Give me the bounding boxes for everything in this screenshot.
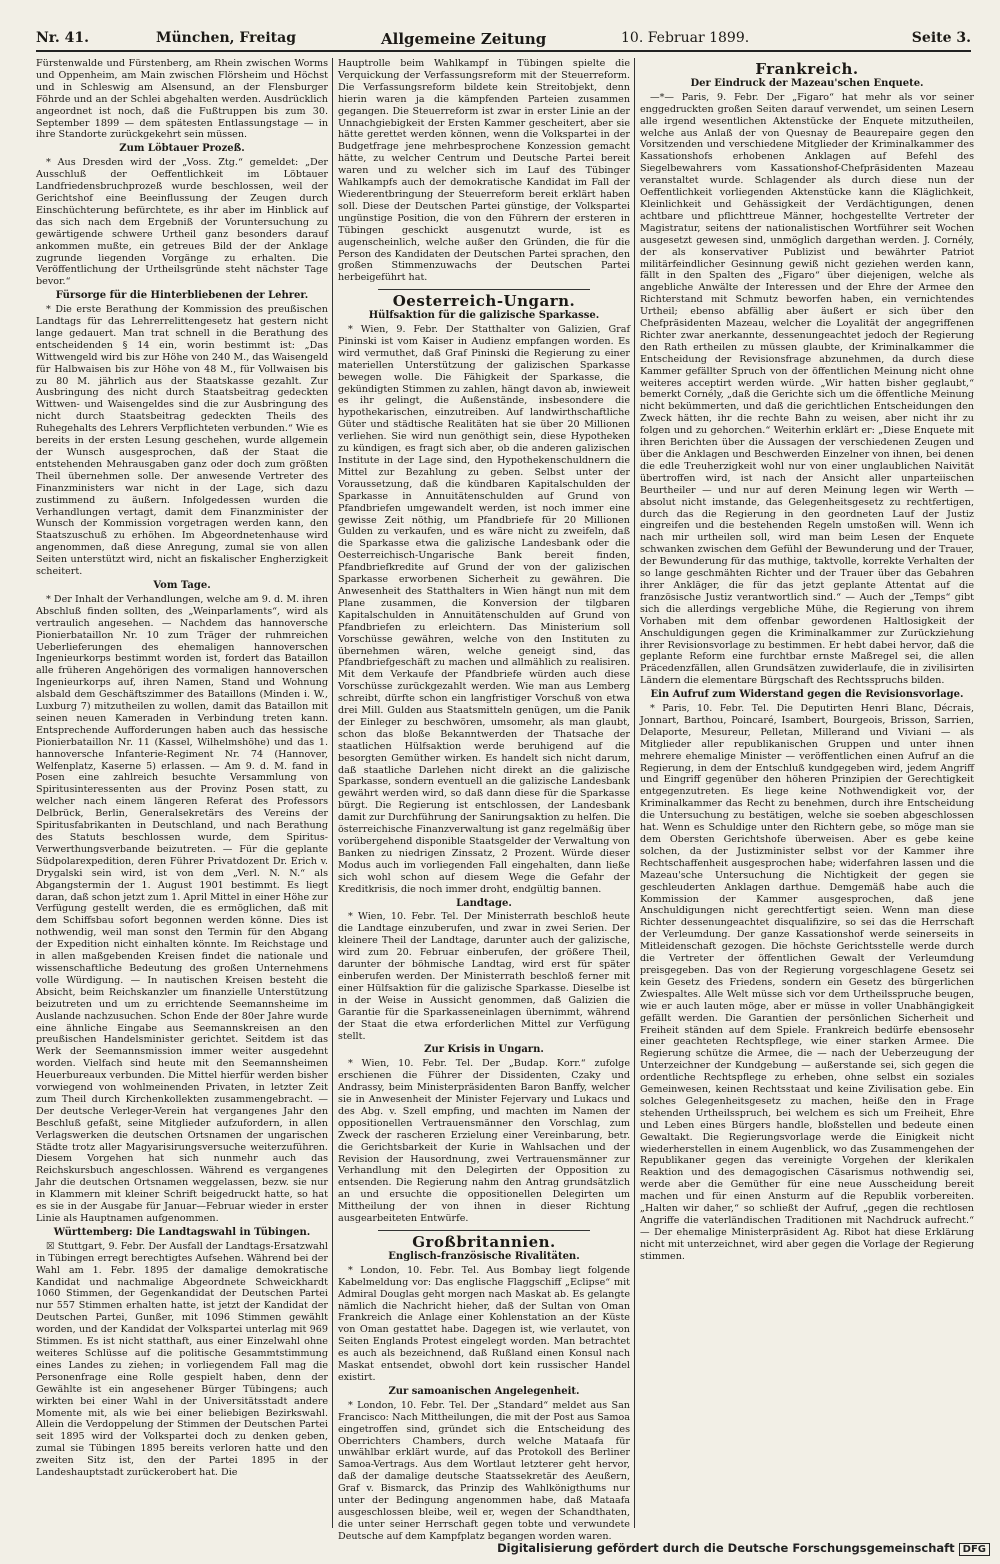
section-heading: Zur Krisis in Ungarn. xyxy=(424,1044,544,1056)
section-heading: Landtage. xyxy=(456,897,512,909)
country-heading: Oesterreich-Ungarn. xyxy=(392,292,576,311)
issue-number: Nr. 41. xyxy=(36,30,89,46)
column-2 xyxy=(338,58,630,1542)
article-text: ☒ Stuttgart, 9. Febr. Der Ausfall der Landtags-Ersatzwahl in Tübingen erregt berechtigtes Aufsehen. Während bei der Wahl am 1. Febr. 1895 der damalige demokratische Kandidat und nachmalige Abgeordnete Schweickhardt 1060 Stimmen, der Gegenkandidat der Deutschen Partei nur 557 Stimmen erhalten hatte, ist jetzt der Kandidat der Deutschen Partei, Gunßer, mit 1096 Stimmen gewählt worden, und der Kandidat der Volkspartei unterlag mit 969 Stimmen. Es ist nicht statthaft, aus einer Einzelwahl ohne weiteres Schlüsse auf die politische Gesammtstimmung eines Landes zu ziehen; in vorliegendem Fall mag die Personenfrage eine Rolle gespielt haben, denn der Gewählte ist ein angesehener Bürger Tübingens; auch wirkten bei einer Wahl in der Universitätsstadt andere Momente mit, als wie bei einer beliebigen Bezirkswahl. Allein die Verdoppelung der Stimmen der Deutschen Partei seit 1895 wird der Volkspartei doch zu denken geben, zumal sie Tübingen 1895 bereits verloren hatte und den zweiten Sitz ist, den der Partei 1895 in der Landeshauptstadt zurückerobert hat. Die xyxy=(36,1240,328,1479)
section-divider xyxy=(378,1230,590,1231)
page-header xyxy=(36,28,971,52)
newspaper-title: Allgemeine Zeitung xyxy=(381,30,547,48)
article-text: * Die erste Berathung der Kommission des preußischen Landtags für das Lehrerrelittengesetz hat gestern nicht lange gedauert. Man trat schnell in die Berathung des entscheidenden § 14 ein, worin bestimmt ist: „Das Wittwengeld wird bis zur Höhe von 240 M., das Waisengeld für Halbwaisen bis zur Höhe von 48 M., für Vollwaisen bis zu 80 M. jährlich aus der Staatskasse gezahlt. Zur Ausbringung des nicht durch Staatsbeitrag gedeckten Wittwen- und Waisengeldes sind die zur Ausbringung des nicht durch Staatsbeitrag gedeckten Theils des Ruhegehalts des Lehrers Verpflichteten verbunden.“ Wie es bereits in der ersten Lesung geschehen, wurde allgemein der Wunsch ausgesprochen, daß der Staat die entstehenden Mehrausgaben ganz oder doch zum größten Theil übernehmen solle. Der anwesende Vertreter des Finanzministers war nicht in der Lage, sich dazu zustimmend zu äußern. Infolgedessen wurden die Verhandlungen vertagt, damit dem Finanzminister der Wunsch der Kommission vorgetragen werden kann, den Staatszuschuß zu erhöhen. Im Abgeordnetenhause wird angenommen, daß diese Anregung, zumal sie von allen Seiten unterstützt wird, nicht an fiskalischer Engherzigkeit scheitert. xyxy=(36,304,328,578)
column-rule xyxy=(332,58,333,1528)
credit-text: Digitalisierung gefördert durch die Deutsche Forschungsgemeinschaft xyxy=(497,1541,955,1555)
digitization-credit xyxy=(497,1541,990,1556)
column-rule xyxy=(634,58,635,1528)
issue-date: 10. Februar 1899. xyxy=(621,30,750,46)
article-text: * Aus Dresden wird der „Voss. Ztg.“ gemeldet: „Der Ausschluß der Oeffentlichkeit im Löbtauer Landfriedensbruchprozeß wurde beschlossen, weil der Gerichtshof eine Beeinflussung der Zeugen durch Einschüchterung befürchtete, es ihr aber im Hinblick auf das sich nach dem Ergebniß der Voruntersuchung zu gewärtigende schwere Urtheil ganz besonders darauf ankommen mußte, ein getreues Bild der der Anklage zugrunde liegenden Vorgänge zu erhalten. Die Veröffentlichung der Urtheilsgründe steht nächster Tage bevor.“ xyxy=(36,157,328,288)
section-heading: Vom Tage. xyxy=(153,579,211,591)
column-1 xyxy=(36,58,328,1528)
page-number: Seite 3. xyxy=(911,30,971,46)
section-heading: Der Eindruck der Mazeau'schen Enquete. xyxy=(690,77,924,89)
article-text: * Wien, 10. Febr. Tel. Der „Budap. Korr.“ zufolge erschienen die Führer der Dissidenten, Czaky und Andrassy, beim Ministerpräsidenten Baron Banffy, welcher sie in Anwesenheit der Minister Fejervary und Lukacs und des Abg. v. Szell empfing, und machten im Namen der oppositionellen Vertrauensmänner den Vorschlag, zum Zweck der rascheren Erzielung einer Vereinbarung, betr. die Gerichtsbarkeit der Kurie in Wahlsachen und der Revision der Hausordnung, zwei Vertrauensmänner zur Verhandlung mit den Delegirten der Opposition zu entsenden. Die Regierung nahm den Antrag grundsätzlich an und ersuchte die oppositionellen Delegirten um Mittheilung der von ihnen in dieser Richtung ausgearbeiteten Entwürfe. xyxy=(338,1058,630,1225)
article-text: —*— Paris, 9. Febr. Der „Figaro“ hat mehr als vor seiner enggedruckten großen Seiten darauf verwendet, um seinen Lesern alle irgend wesentlichen Aktenstücke der Enquete mitzutheilen, welche aus Anlaß der von Quesnay de Beaurepaire gegen den Vorsitzenden und verschiedene Mitglieder der Kriminalkammer des Kassationshofs erhobenen Anklagen auf Befehl des Siegelbewahrers vom Kassationshof-Chefpräsidenten Mazeau veranstaltet wurde. Schlagender als durch diese nun der Oeffentlichkeit vorliegenden Aktenstücke kann die Kläglichkeit, Kleinlichkeit und Gehässigkeit der Verdächtigungen, denen achtbare und pflichttreue Männer, hochgestellte Vertreter der Magistratur, seitens der nationalistischen Wortführer seit Wochen ausgesetzt gewesen sind, unmöglich dargethan werden. J. Cornély, der als konservativer Publizist und bewährter Patriot militärfeindlicher Gesinnung gewiß nicht geziehen werden kann, fällt in den Spalten des „Figaro“ über diejenigen, welche als angebliche Anwälte der Interessen und der Ehre der Armee den Richterstand mit Schmutz beworfen haben, ein vernichtendes Urtheil; ebenso abfällig aber äußert er sich über den Chefpräsidenten Mazeau, welcher die Loyalität der angegriffenen Richter zwar anerkannte, dessenungeachtet jedoch der Regierung den Rath ertheilen zu müssen glaubte, der Kriminalkammer die Entscheidung der Revisionsfrage abzunehmen, da durch diese Kammer gefällter Spruch von der öffentlichen Meinung nicht ohne weiteres acceptirt werden würde. „Wir hatten bisher geglaubt,“ bemerkt Cornély, „daß die Gerichte sich um die öffentliche Meinung nicht bekümmerten, und daß die gerichtlichen Entscheidungen den Zweck hätten, ihr die rechte Bahn zu weisen, aber nicht ihr zu folgen und zu gehorchen.“ Weiterhin erklärt er: „Diese Enquete mit ihren Berichten über die Aussagen der verschiedenen Zeugen und über die Anklagen und Beschwerden Einzelner von ihnen, bei denen die edle Treuherzigkeit wohl nur von einer unglaublichen Naivität übertroffen wird, ist nach der Ansicht aller unparteiischen Beurtheiler — und nur auf deren Meinung legen wir Werth — absolut nicht imstande, das Gelegenheitsgesetz zu rechtfertigen, durch das die Regierung in den geordneten Lauf der Justiz eingreifen und die bestehenden Regeln umstoßen will. Wenn ich nach mir urtheilen soll, wird man beim Lesen der Enquete schwanken zwischen dem Gefühl der Bewunderung und der Trauer, der Bewunderung für das muthige, taktvolle, korrekte Verhalten der so lange geschmähten Richter und der Trauer über das Gebahren ihrer Ankläger, die für das jetzt geplante Attentat auf die französische Justiz verantwortlich sind.“ — Auch der „Temps“ gibt sich die allerdings vergebliche Mühe, die Regierung von ihrem Vorhaben mit dem offenbar gewordenen Haltlosigkeit der Anschuldigungen gegen die Kriminalkammer zur Zurückziehung ihrer Revisionsvorlage zu bestimmen. Er hebt dabei hervor, daß die geplante Reform eine furchtbar ernste Maßregel sei, die allen Präcedenzfällen, allen Grundsätzen zuwiderlaufe, die in zivilisirten Ländern die elementare Bürgschaft des Rechtsspruchs bilden. xyxy=(640,91,974,687)
section-divider xyxy=(378,289,590,290)
article-text: Fürstenwalde und Fürstenberg, am Rhein zwischen Worms und Oppenheim, am Main zwischen Flörsheim und Höchst und in Schleswig am Alsensund, an der Flensburger Föhrde und an der Schlei abgehalten werden. Ausdrücklich angeordnet ist noch, daß die Fußtruppen bis zum 30. September 1899 — dem spätesten Entlassungstage — in ihre Standorte zurückgekehrt sein müssen. xyxy=(36,58,328,141)
section-heading: Ein Aufruf zum Widerstand gegen die Revisionsvorlage. xyxy=(650,689,964,701)
section-heading: Fürsorge für die Hinterbliebenen der Lehrer. xyxy=(55,290,309,302)
article-text: * London, 10. Febr. Tel. Aus Bombay liegt folgende Kabelmeldung vor: Das englische Flaggschiff „Eclipse“ mit Admiral Douglas geht morgen nach Maskat ab. Es gelangte nämlich die Nachricht hieher, daß der Sultan von Oman Frankreich die Anlage einer Kohlenstation an der Küste von Oman gestattet habe. Dagegen ist, wie verlautet, von Seiten Englands Protest eingelegt worden. Man betrachtet es auch als bezeichnend, daß Rußland einen Konsul nach Maskat entsendet, obwohl dort kein russischer Handel existirt. xyxy=(338,1264,630,1383)
section-heading: Zum Löbtauer Prozeß. xyxy=(119,143,245,155)
article-text: * Wien, 10. Febr. Tel. Der Ministerrath beschloß heute die Landtage einzuberufen, und zwar in zwei Serien. Der kleinere Theil der Landtage, darunter auch der galizische, wird zum 20. Februar einberufen, der größere Theil, darunter der böhmische Landtag, wird erst für später einberufen werden. Der Ministerrath beschloß ferner mit einer Hülfsaktion für die galizische Sparkasse. Dieselbe ist in der Weise in Aussicht genommen, daß Galizien die Garantie für die Sparkasseneinlagen übernimmt, während der Staat die etwa erforderlichen Mittel zur Verfügung stellt. xyxy=(338,911,630,1042)
dfg-logo: DFG xyxy=(959,1543,990,1556)
section-heading: Hülfsaktion für die galizische Sparkasse. xyxy=(368,310,600,322)
section-heading: Englisch-französische Rivalitäten. xyxy=(388,1250,580,1262)
article-text: * London, 10. Febr. Tel. Der „Standard“ meldet aus San Francisco: Nach Mittheilungen, die mit der Post aus Samoa eingetroffen sind, gründet sich die Entscheidung des Oberrichters Chambers, durch welche Mataafa für unwählbar erklärt wurde, auf das Protokoll des Berliner Samoa-Vertrags. Aus dem Wortlaut letzterer geht hervor, daß der damalige deutsche Staatssekretär des Aeußern, Graf v. Bismarck, das Prinzip des Wahlkönigthums nur unter der Bedingung angenommen habe, daß Mataafa ausgeschlossen bleibe, weil er, wegen der Schandthaten, die unter seiner Herrschaft gegen tobte und verwundete Deutsche auf dem Kampfplatz begangen worden waren. xyxy=(338,1399,630,1542)
section-heading: Zur samoanischen Angelegenheit. xyxy=(388,1385,580,1397)
country-heading: Frankreich. xyxy=(755,60,859,78)
article-text: * Wien, 9. Febr. Der Statthalter von Galizien, Graf Pininski ist vom Kaiser in Audienz empfangen worden. Es wird vermuthet, daß Graf Pininski die Regierung zu einer materiellen Unterstützung der galizischen Sparkasse bewegen wolle. Die Fähigkeit der Sparkasse, die gekündigten Stimmen zu zahlen, hängt davon ab, inwieweit es ihr gelingt, die Außenstände, insbesondere die hypothekarischen, einzutreiben. Auf landwirthschaftliche Güter und städtische Realitäten hat sie über 20 Millionen verliehen. Sie wird nun genöthigt sein, diese Hypotheken zu kündigen, es fragt sich aber, ob die anderen galizischen Institute in der Lage sind, den Hypothekenschuldnern die Mittel zur Bezahlung zu geben. Selbst unter der Voraussetzung, daß die kündbaren Kapitalschulden der Sparkasse in Annuitätenschulden auf Grund von Pfandbriefen umgewandelt werden, ist noch immer eine gewisse Zeit nöthig, um Pfandbriefe für 20 Millionen Gulden zu verkaufen, und es wäre nicht zu zweifeln, daß die Sparkasse etwa die galizische Landesbank oder die Oesterreichisch-Ungarische Bank bereit finden, Pfandbriefkredite auf Grund der von der galizischen Sparkasse erworbenen Sicherheit zu gewähren. Die Anwesenheit des Statthalters in Wien hängt nun mit dem Plane zusammen, die Konversion der tilgbaren Kapitalschulden in Annuitätenschulden auf Grund von Pfandbriefen zu erleichtern. Das Ministerium soll Vorschüsse gewähren, welche von den Instituten zu übernehmen wären, welche geneigt sind, das Pfandbriefgeschäft zu machen und allmählich zu realisiren. Mit dem Verkaufe der Pfandbriefe würden auch diese Vorschüsse zurückgezahlt werden. Wie man aus Lemberg schreibt, dürfte schon ein langfristiger Vorschuß von etwa drei Mill. Gulden aus Staatsmitteln genügen, um die Panik der Einleger zu beschwören, umsomehr, als man glaubt, schon das bloße Bekanntwerden der Thatsache der staatlichen Hülfsaktion werde beruhigend auf die besorgten Gemüther wirken. Es handelt sich nicht darum, daß staatliche Darlehen nicht direkt an die galizische Sparkasse, sondern eventuell an die galizische Landesbank gewährt werden wird, so daß dann diese für die Sparkasse bürgt. Die Regierung ist entschlossen, der Landesbank damit zur Durchführung der Sanirungsaktion zu helfen. Die österreichische Finanzverwaltung ist ganz regelmäßig über vorübergehend disponible Staatsgelder der Verwaltung von Banken zu niedrigen Zinssatz, 2 Prozent. Würde dieser Modus auch im vorliegenden Fall eingehalten, dann ließe sich wohl schon auf diesem Wege die Gefahr der Kreditkrisis, die noch immer droht, endgültig bannen. xyxy=(338,324,630,895)
country-heading: Großbritannien. xyxy=(412,1233,556,1251)
article-text: Hauptrolle beim Wahlkampf in Tübingen spielte die Verquickung der Verfassungsreform mit der Steuerreform. Die Verfassungsreform bildete kein Streitobjekt, denn hierin waren ja die kämpfenden Parteien zusammen gegangen. Die Steuerreform ist zwar in erster Linie an der Unnachgiebigkeit der Ersten Kammer gescheitert, aber sie hätte gerettet werden können, wenn die Volkspartei in der Budgetfrage jene mehrbesprochene Konzession gemacht hätte, zu welcher Centrum und Deutsche Partei bereit waren und zu welcher sich im Lauf des Tübinger Wahlkampfs auch der demokratische Kandidat im Fall der Wiederentbringung der Steuerreform bereit erklärt haben soll. Diese der Deutschen Partei günstige, der Volkspartei ungünstige Position, die von den Führern der ersteren in Tübingen geschickt ausgenutzt wurde, ist es augenscheinlich, welche außer den Gründen, die für die Person des Kandidaten der Deutschen Partei sprachen, den großen Stimmenzuwachs der Deutschen Partei herbeigeführt hat. xyxy=(338,58,630,284)
place-day: München, Freitag xyxy=(156,30,297,46)
article-text: * Der Inhalt der Verhandlungen, welche am 9. d. M. ihren Abschluß finden sollten, des „Weinparlaments“, wird als vertraulich angesehen. — Nachdem das hannoversche Pionierbataillon Nr. 10 zum Träger der ruhmreichen Ueberlieferungen des ehemaligen hannoverschen Ingenieurkorps bestimmt worden ist, fordert das Bataillon alle früheren Angehörigen des vormaligen hannoverschen Ingenieurkorps auf, ihren Namen, Stand und Wohnung alsbald dem Geschäftszimmer des Bataillons (Minden i. W., Luxburg 7) mitzutheilen zu wollen, damit das Bataillon mit seinen neuen Kameraden in Verbindung treten kann. Entsprechende Aufforderungen haben auch das hessische Pionierbataillon Nr. 11 (Kassel, Wilhelmshöhe) und das 1. hannoversche Infanterie-Regiment Nr. 74 (Hannover, Welfenplatz, Kaserne 5) erlassen. — Am 9. d. M. fand in Posen eine zahlreich besuchte Versammlung von Spiritusinteressenten aus der Provinz Posen statt, zu welcher nach einem längeren Referat des Professors Delbrück, Berlin, Generalsekretärs des Vereins der Spiritusfabrikanten in Deutschland, und nach Berathung des Statuts beschlossen wurde, dem Spiritus-Verwerthungsverbande beizutreten. — Für die geplante Südpolarexpedition, deren Führer Privatdozent Dr. Erich v. Drygalski sein wird, ist von dem „Verl. N. N.“ als Abgangstermin der 1. August 1901 bestimmt. Es liegt daran, daß schon jetzt zum 1. April Mittel in einer Höhe zur Verfügung gestellt werden, die es ermöglichen, daß mit dem Schiffsbau sofort begonnen werden könne. Dies ist nothwendig, weil man sonst den Termin für den Abgang der Expedition nicht einhalten könnte. Im Reichstage und in allen maßgebenden Kreisen findet die nationale und wissenschaftliche Bedeutung des großen Unternehmens volle Würdigung. — In nautischen Kreisen besteht die Absicht, beim Reichskanzler um finanzielle Unterstützung beizutreten und um zu errichtende Seemannsheime im Auslande nachzusuchen. Schon Ende der 80er Jahre wurde eine ähnliche Eingabe aus Seemannskreisen an den preußischen Handelsminister gerichtet. Seitdem ist das Werk der Seemannsmission immer weiter ausgedehnt worden. Vielfach sind heute mit den Seemannsheimen Heuerbureaux verbunden. Die Mittel hierfür werden bisher vorwiegend von wohlmeinenden Privaten, in letzter Zeit zum Theil durch Kirchenkollekten zusammengebracht. — Der deutsche Verleger-Verein hat vergangenes Jahr den Beschluß gefaßt, seine Mitglieder aufzufordern, in allen Verlagswerken die deutschen Ortsnamen der ungarischen Städte trotz aller Magyarisirungsversuche weiterzuführen. Diesem Vorgehen hat sich nunmehr auch das Reichskursbuch angeschlossen. Während es vergangenes Jahr die deutschen Ortsnamen weggelassen, bezw. sie nur in Klammern mit kleiner Schrift beigedruckt hatte, so hat es sie in der Ausgabe für Januar—Februar wieder in erster Linie als Hauptnamen aufgenommen. xyxy=(36,593,328,1224)
section-heading: Württemberg: Die Landtagswahl in Tübingen. xyxy=(53,1226,311,1238)
column-3 xyxy=(640,58,974,1528)
article-text: * Paris, 10. Febr. Tel. Die Deputirten Henri Blanc, Décrais, Jonnart, Barthou, Poincaré, Isambert, Bourgeois, Brisson, Sarrien, Delaporte, Mesureur, Pelletan, Millerand und Viviani — als Mitglieder aller republikanischen Gruppen und unter ihnen mehrere ehemalige Minister — veröffentlichen einen Aufruf an die Regierung, in dem der Entschluß kundgegeben wird, jedem Angriff und Eingriff gegenüber den höheren Prinzipien der Gerechtigkeit entgegenzutreten. Es liege keine Nothwendigkeit vor, der Kriminalkammer das Recht zu benehmen, durch ihre Entscheidung die Untersuchung zu bestätigen, welche sie soeben abgeschlossen hat. Wenn es Schuldige unter den Richtern gebe, so möge man sie dem Obersten Gerichtshofe überweisen. Aber es gebe keine solchen, da der Justizminister selbst vor der Kammer ihre Rechtschaffenheit ausgesprochen habe; widerfahren lassen und die Mazeau'sche Untersuchung die Nichtigkeit der gegen sie geschleuderten Anklagen darthue. Demgemäß habe auch die Kommission der Kammer ausgesprochen, daß jene Anschuldigungen nicht gerechtfertigt seien. Wenn man diese Richter dessenungeachtet disqualifizire, so sei das die Herrschaft der Verleumdung. Der ganze Kassationshof werde seinerseits in Mitleidenschaft gezogen. Die höchste Gerichtsstelle werde durch die Vertreter der öffentlichen Gewalt der Verleumdung preisgegeben. Das von der Regierung vorgeschlagene Gesetz sei kein Gesetz des Friedens, sondern ein Gesetz des bürgerlichen Zwiespaltes. Alle Welt müsse sich vor dem Urtheilsspruche beugen, wie er auch lauten möge, aber er müsse in voller Unabhängigkeit gefällt werden. Die Garantien der persönlichen Sicherheit und Freiheit ständen auf dem Spiele. Frankreich bedürfe ebensosehr einer geachteten Rechtspflege, wie einer starken Armee. Die Regierung schütze die Armee, die — nach der Ueberzeugung der Unterzeichner der Kundgebung — außerstande sei, sich gegen die ordentliche Rechtspflege zu erheben, ohne selbst ein soziales Gemeinwesen, keinen Rechtsstaat und keine Zivilisation gebe. Ein solches Gelegenheitsgesetz zu machen, heiße den in Frage stehenden Urtheilsspruch, bei welchem es sich um Freiheit, Ehre und Leben eines Bürgers handle, bloßstellen und bedeute einen Gewaltakt. Die Regierungsvorlage werde die Einigkeit nicht wiederherstellen in einem Augenblick, wo das Zusammengehen der Republikaner gegen das vereinigte Vorgehen der klerikalen Reaktion und des demagogischen Cäsarismus nothwendig sei, werde aber die Gemüther für eine neue Ausscheidung bereit machen und für einen Ansturm auf die Republik vorbereiten. „Halten wir daher,“ so schließt der Aufruf, „gegen die rechtlosen Angriffe die vaterländischen Traditionen mit Nachdruck aufrecht.“ — Der ehemalige Ministerpräsident Ag. Ribot hat diese Erklärung nicht mit unterzeichnet, wird aber gegen die Vorlage der Regierung stimmen. xyxy=(640,703,974,1262)
